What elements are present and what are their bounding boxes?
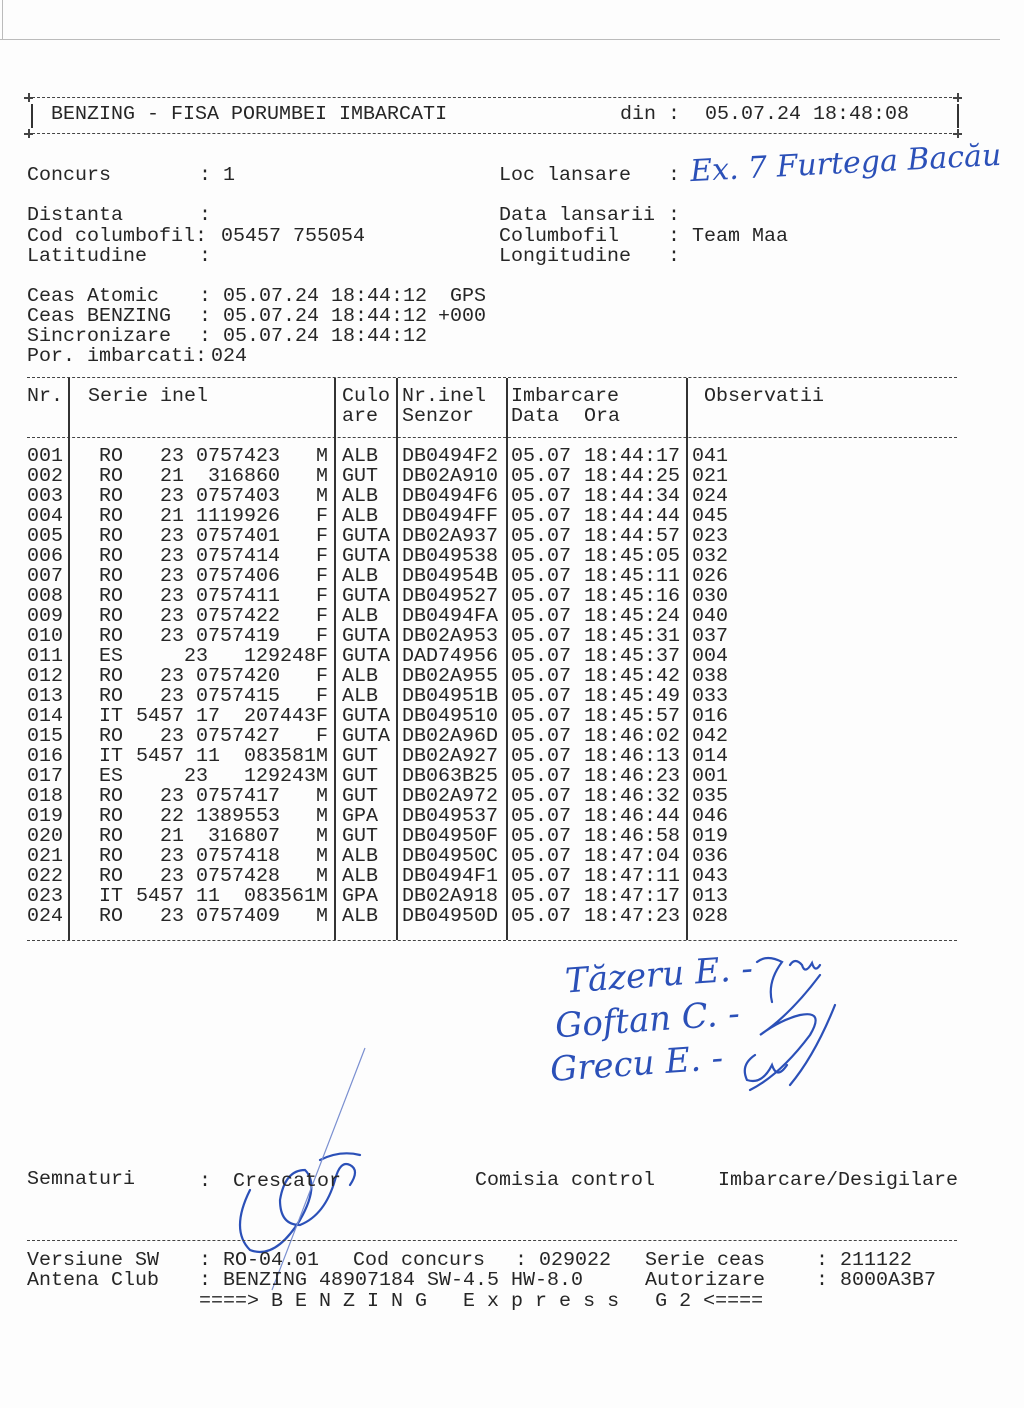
cod-columbofil-label: Cod columbofil: xyxy=(27,225,208,248)
row-number: 002 xyxy=(27,465,64,488)
row-number: 004 xyxy=(27,505,64,528)
sensor-ring: DB02A927 xyxy=(402,745,499,768)
boarding-date: 05.07 xyxy=(511,705,572,728)
commission-name-2: Goftan C. - xyxy=(553,993,741,1047)
row-number: 013 xyxy=(27,685,64,708)
boarding-date: 05.07 xyxy=(511,865,572,888)
ring-sex: M xyxy=(316,845,329,868)
ceas-benzing-offset: +000 xyxy=(438,305,487,328)
sensor-ring: DB04950D xyxy=(402,905,499,928)
din-label: din : xyxy=(620,103,681,126)
boarding-date: 05.07 xyxy=(511,745,572,768)
commission-name-1: Tăzeru E. - xyxy=(563,948,755,1002)
ring-country: ES xyxy=(99,645,124,668)
ring-country: RO xyxy=(99,485,124,508)
row-number: 020 xyxy=(27,825,64,848)
ring-number: 23 0757420 xyxy=(159,665,316,688)
ring-number: 21 316860 xyxy=(159,465,316,488)
sincronizare-value: : 05.07.24 18:44:12 xyxy=(199,325,428,348)
boarding-date: 05.07 xyxy=(511,485,572,508)
pigeon-color: GUTA xyxy=(342,545,391,568)
row-number: 006 xyxy=(27,545,64,568)
pigeon-color: GUT xyxy=(342,825,379,848)
ring-sex: F xyxy=(316,665,329,688)
boarding-date: 05.07 xyxy=(511,505,572,528)
boarding-time: 18:44:44 xyxy=(584,505,681,528)
observation: 035 xyxy=(692,785,729,808)
row-number: 005 xyxy=(27,525,64,548)
ring-number: 21 316807 xyxy=(159,825,316,848)
ring-sex: M xyxy=(316,445,329,468)
din-value: 05.07.24 18:48:08 xyxy=(705,103,910,126)
pigeon-color: ALB xyxy=(342,445,379,468)
sensor-ring: DB049510 xyxy=(402,705,499,728)
ring-sex: F xyxy=(316,685,329,708)
data-lansarii-colon: : xyxy=(668,204,681,227)
observation: 001 xyxy=(692,765,729,788)
autorizare-value: : 8000A3B7 xyxy=(816,1269,937,1292)
sensor-ring: DB04954B xyxy=(402,565,499,588)
boarding-date: 05.07 xyxy=(511,585,572,608)
ring-sex: F xyxy=(316,645,329,668)
boarding-date: 05.07 xyxy=(511,605,572,628)
ring-number: 23 0757401 xyxy=(159,525,316,548)
pigeon-color: GUT xyxy=(342,765,379,788)
observation: 014 xyxy=(692,745,729,768)
pigeon-color: ALB xyxy=(342,665,379,688)
observation: 028 xyxy=(692,905,729,928)
ring-number: 22 1389553 xyxy=(159,805,316,828)
boarding-time: 18:45:37 xyxy=(584,645,681,668)
sensor-ring: DB02A955 xyxy=(402,665,499,688)
row-number: 017 xyxy=(27,765,64,788)
observation: 013 xyxy=(692,885,729,908)
pigeon-color: GUT xyxy=(342,785,379,808)
boarding-date: 05.07 xyxy=(511,905,572,928)
ring-sex: M xyxy=(316,465,329,488)
row-number: 023 xyxy=(27,885,64,908)
observation: 041 xyxy=(692,445,729,468)
page-title: BENZING - FISA PORUMBEI IMBARCATI xyxy=(51,103,448,126)
versiune-sw-label: Versiune SW xyxy=(27,1249,160,1272)
sensor-ring: DB02A972 xyxy=(402,785,499,808)
observation: 016 xyxy=(692,705,729,728)
ring-sex: F xyxy=(316,545,329,568)
row-number: 019 xyxy=(27,805,64,828)
pigeon-color: GUTA xyxy=(342,525,391,548)
boarding-time: 18:46:23 xyxy=(584,765,681,788)
boarding-time: 18:46:58 xyxy=(584,825,681,848)
longitudine-label: Longitudine xyxy=(499,245,632,268)
observation: 046 xyxy=(692,805,729,828)
ring-sex: M xyxy=(316,765,329,788)
row-number: 011 xyxy=(27,645,64,668)
ring-number: 5457 17 207443 xyxy=(135,705,316,728)
observation: 033 xyxy=(692,685,729,708)
boarding-time: 18:46:44 xyxy=(584,805,681,828)
boarding-date: 05.07 xyxy=(511,545,572,568)
pigeon-color: GUT xyxy=(342,745,379,768)
comisia-control-label: Comisia control xyxy=(475,1169,656,1192)
ceas-benzing-value: : 05.07.24 18:44:12 xyxy=(199,305,428,328)
ring-country: RO xyxy=(99,805,124,828)
sincronizare-label: Sincronizare xyxy=(27,325,172,348)
boarding-date: 05.07 xyxy=(511,725,572,748)
pigeon-color: GUTA xyxy=(342,585,391,608)
commission-signature-stroke xyxy=(750,975,835,1090)
pigeon-color: ALB xyxy=(342,505,379,528)
boarding-date: 05.07 xyxy=(511,805,572,828)
ring-number: 21 1119926 xyxy=(159,505,316,528)
sensor-ring: DB02A937 xyxy=(402,525,499,548)
ring-country: RO xyxy=(99,565,124,588)
row-number: 001 xyxy=(27,445,64,468)
pigeon-color: ALB xyxy=(342,685,379,708)
boarding-date: 05.07 xyxy=(511,645,572,668)
ring-country: RO xyxy=(99,665,124,688)
boarding-time: 18:47:17 xyxy=(584,885,681,908)
ring-number: 23 0757415 xyxy=(159,685,316,708)
pigeon-color: ALB xyxy=(342,865,379,888)
boarding-date: 05.07 xyxy=(511,685,572,708)
ring-number: 23 0757428 xyxy=(159,865,316,888)
row-number: 018 xyxy=(27,785,64,808)
columbofil-value: : Team Maa xyxy=(668,225,789,248)
sensor-ring: DB049538 xyxy=(402,545,499,568)
sensor-ring: DB04951B xyxy=(402,685,499,708)
header-nr: Nr. xyxy=(27,385,64,408)
header-observatii: Observatii xyxy=(704,385,825,408)
distanta-colon: : xyxy=(199,204,212,227)
por-imbarcati-label: Por. imbarcati: xyxy=(27,345,208,368)
boarding-time: 18:46:02 xyxy=(584,725,681,748)
boarding-time: 18:44:57 xyxy=(584,525,681,548)
sensor-ring: DB02A910 xyxy=(402,465,499,488)
ring-sex: F xyxy=(316,525,329,548)
ring-country: IT xyxy=(99,885,124,908)
ring-country: RO xyxy=(99,625,124,648)
ring-number: 23 0757419 xyxy=(159,625,316,648)
header-culoare-2: are xyxy=(342,405,379,428)
pigeon-color: GPA xyxy=(342,885,379,908)
ceas-benzing-label: Ceas BENZING xyxy=(27,305,172,328)
ring-sex: M xyxy=(316,485,329,508)
header-imbarcare: Imbarcare xyxy=(511,385,620,408)
distanta-label: Distanta xyxy=(27,204,124,227)
longitudine-colon: : xyxy=(668,245,681,268)
ring-country: RO xyxy=(99,905,124,928)
row-number: 014 xyxy=(27,705,64,728)
sensor-ring: DB049537 xyxy=(402,805,499,828)
header-data: Data xyxy=(511,405,560,428)
row-number: 012 xyxy=(27,665,64,688)
serie-ceas-value: : 211122 xyxy=(816,1249,913,1272)
observation: 032 xyxy=(692,545,729,568)
observation: 037 xyxy=(692,625,729,648)
boarding-date: 05.07 xyxy=(511,525,572,548)
boarding-date: 05.07 xyxy=(511,845,572,868)
sensor-ring: DB04950C xyxy=(402,845,499,868)
sensor-ring: DB0494F6 xyxy=(402,485,499,508)
pigeon-color: ALB xyxy=(342,905,379,928)
row-number: 007 xyxy=(27,565,64,588)
ceas-atomic-source: GPS xyxy=(450,285,487,308)
ring-number: 23 0757417 xyxy=(159,785,316,808)
antena-club-value: : BENZING 48907184 SW-4.5 HW-8.0 xyxy=(199,1269,584,1292)
boarding-time: 18:47:04 xyxy=(584,845,681,868)
sensor-ring: DB049527 xyxy=(402,585,499,608)
boarding-date: 05.07 xyxy=(511,565,572,588)
versiune-sw-value: : RO-04.01 xyxy=(199,1249,320,1272)
boarding-date: 05.07 xyxy=(511,785,572,808)
boarding-time: 18:44:17 xyxy=(584,445,681,468)
sensor-ring: DB063B25 xyxy=(402,765,499,788)
boarding-date: 05.07 xyxy=(511,465,572,488)
concurs-label: Concurs xyxy=(27,164,112,187)
ring-number: 23 0757411 xyxy=(159,585,316,608)
ring-country: RO xyxy=(99,865,124,888)
sensor-ring: DB02A953 xyxy=(402,625,499,648)
boarding-date: 05.07 xyxy=(511,625,572,648)
cod-concurs-label: Cod concurs xyxy=(353,1249,486,1272)
columbofil-label: Columbofil xyxy=(499,225,620,248)
ring-number: 23 129243 xyxy=(183,765,316,788)
ring-sex: F xyxy=(316,725,329,748)
cod-columbofil-value: 05457 755054 xyxy=(221,225,366,248)
pigeon-color: GPA xyxy=(342,805,379,828)
latitudine-label: Latitudine xyxy=(27,245,148,268)
ring-sex: F xyxy=(316,565,329,588)
loc-lansare-colon: : xyxy=(668,164,681,187)
pigeon-color: ALB xyxy=(342,845,379,868)
observation: 040 xyxy=(692,605,729,628)
ring-number: 23 0757403 xyxy=(159,485,316,508)
latitudine-colon: : xyxy=(199,245,212,268)
pigeon-color: ALB xyxy=(342,565,379,588)
ring-country: RO xyxy=(99,585,124,608)
ring-country: RO xyxy=(99,545,124,568)
sensor-ring: DB02A918 xyxy=(402,885,499,908)
observation: 043 xyxy=(692,865,729,888)
row-number: 015 xyxy=(27,725,64,748)
boarding-time: 18:45:11 xyxy=(584,565,681,588)
ring-country: RO xyxy=(99,465,124,488)
boarding-date: 05.07 xyxy=(511,445,572,468)
boarding-date: 05.07 xyxy=(511,665,572,688)
ring-number: 5457 11 083581 xyxy=(135,745,316,768)
pigeon-color: ALB xyxy=(342,605,379,628)
row-number: 003 xyxy=(27,485,64,508)
boarding-time: 18:47:11 xyxy=(584,865,681,888)
observation: 021 xyxy=(692,465,729,488)
ring-country: ES xyxy=(99,765,124,788)
semnaturi-colon: : xyxy=(199,1170,212,1193)
ring-country: RO xyxy=(99,825,124,848)
ring-country: RO xyxy=(99,445,124,468)
ring-number: 23 0757423 xyxy=(159,445,316,468)
ring-sex: M xyxy=(316,805,329,828)
boarding-time: 18:47:23 xyxy=(584,905,681,928)
boarding-time: 18:45:49 xyxy=(584,685,681,708)
observation: 019 xyxy=(692,825,729,848)
sensor-ring: DB0494F2 xyxy=(402,445,499,468)
ring-country: RO xyxy=(99,685,124,708)
commission-name-3: Grecu E. - xyxy=(548,1038,725,1090)
crescator-label: Crescator xyxy=(233,1170,342,1193)
ring-country: IT xyxy=(99,745,124,768)
boarding-time: 18:45:31 xyxy=(584,625,681,648)
ring-country: RO xyxy=(99,725,124,748)
header-nr-inel-2: Senzor xyxy=(402,405,475,428)
pigeon-color: GUTA xyxy=(342,725,391,748)
ring-country: RO xyxy=(99,525,124,548)
ceas-atomic-label: Ceas Atomic xyxy=(27,285,160,308)
ring-number: 23 0757427 xyxy=(159,725,316,748)
observation: 004 xyxy=(692,645,729,668)
ring-number: 23 0757422 xyxy=(159,605,316,628)
commission-signature-stroke xyxy=(757,958,820,1002)
cod-concurs-value: : 029022 xyxy=(515,1249,612,1272)
sensor-ring: DB02A96D xyxy=(402,725,499,748)
imbarcare-desigilare-label: Imbarcare/Desigilare xyxy=(718,1169,959,1192)
sensor-ring: DAD74956 xyxy=(402,645,499,668)
sensor-ring: DB0494F1 xyxy=(402,865,499,888)
boarding-date: 05.07 xyxy=(511,825,572,848)
observation: 024 xyxy=(692,485,729,508)
pigeon-color: GUT xyxy=(342,465,379,488)
por-imbarcati-value: 024 xyxy=(211,345,248,368)
ring-sex: F xyxy=(316,705,329,728)
pigeon-color: ALB xyxy=(342,485,379,508)
observation: 023 xyxy=(692,525,729,548)
ring-number: 23 0757418 xyxy=(159,845,316,868)
ring-number: 23 0757406 xyxy=(159,565,316,588)
pigeon-color: GUTA xyxy=(342,645,391,668)
observation: 038 xyxy=(692,665,729,688)
ring-sex: M xyxy=(316,865,329,888)
boarding-time: 18:45:42 xyxy=(584,665,681,688)
boarding-time: 18:44:34 xyxy=(584,485,681,508)
ring-number: 23 0757409 xyxy=(159,905,316,928)
boarding-date: 05.07 xyxy=(511,765,572,788)
concurs-value: : 1 xyxy=(199,164,236,187)
observation: 045 xyxy=(692,505,729,528)
pigeon-color: GUTA xyxy=(342,625,391,648)
ring-country: RO xyxy=(99,785,124,808)
sensor-ring: DB0494FA xyxy=(402,605,499,628)
observation: 036 xyxy=(692,845,729,868)
row-number: 016 xyxy=(27,745,64,768)
loc-lansare-label: Loc lansare xyxy=(499,164,632,187)
ring-sex: F xyxy=(316,605,329,628)
ring-country: RO xyxy=(99,505,124,528)
ring-sex: F xyxy=(316,585,329,608)
ceas-atomic-value: : 05.07.24 18:44:12 xyxy=(199,285,428,308)
boarding-date: 05.07 xyxy=(511,885,572,908)
crescator-signature xyxy=(240,1153,360,1252)
ring-number: 5457 11 083561 xyxy=(135,885,316,908)
ring-sex: M xyxy=(316,885,329,908)
antena-club-label: Antena Club xyxy=(27,1269,160,1292)
header-serie-inel: Serie inel xyxy=(88,385,209,408)
sensor-ring: DB04950F xyxy=(402,825,499,848)
row-number: 009 xyxy=(27,605,64,628)
boarding-time: 18:45:24 xyxy=(584,605,681,628)
boarding-time: 18:44:25 xyxy=(584,465,681,488)
ring-number: 23 0757414 xyxy=(159,545,316,568)
ring-sex: M xyxy=(316,825,329,848)
footer-separator xyxy=(27,1240,957,1241)
row-number: 010 xyxy=(27,625,64,648)
header-culoare-1: Culo xyxy=(342,385,391,408)
row-number: 021 xyxy=(27,845,64,868)
ring-number: 23 129248 xyxy=(183,645,316,668)
observation: 030 xyxy=(692,585,729,608)
ring-sex: M xyxy=(316,905,329,928)
pigeon-color: GUTA xyxy=(342,705,391,728)
ring-country: RO xyxy=(99,605,124,628)
semnaturi-label: Semnaturi xyxy=(27,1168,136,1191)
boarding-time: 18:46:32 xyxy=(584,785,681,808)
boarding-time: 18:45:16 xyxy=(584,585,681,608)
sensor-ring: DB0494FF xyxy=(402,505,499,528)
data-lansarii-label: Data lansarii xyxy=(499,204,656,227)
observation: 026 xyxy=(692,565,729,588)
observation: 042 xyxy=(692,725,729,748)
serie-ceas-label: Serie ceas xyxy=(645,1249,766,1272)
row-number: 024 xyxy=(27,905,64,928)
boarding-time: 18:45:57 xyxy=(584,705,681,728)
boarding-time: 18:45:05 xyxy=(584,545,681,568)
header-ora: Ora xyxy=(584,405,621,428)
ring-country: RO xyxy=(99,845,124,868)
row-number: 008 xyxy=(27,585,64,608)
boarding-time: 18:46:13 xyxy=(584,745,681,768)
benzing-express-banner: ====> B E N Z I N G E x p r e s s G 2 <==== xyxy=(199,1290,764,1313)
loc-lansare-handwritten: Ex. 7 Furtega Bacău xyxy=(689,137,1003,190)
ring-sex: F xyxy=(316,505,329,528)
ring-sex: F xyxy=(316,625,329,648)
autorizare-label: Autorizare xyxy=(645,1269,766,1292)
ring-sex: M xyxy=(316,745,329,768)
header-nr-inel-1: Nr.inel xyxy=(402,385,487,408)
ring-country: IT xyxy=(99,705,124,728)
row-number: 022 xyxy=(27,865,64,888)
ring-sex: M xyxy=(316,785,329,808)
